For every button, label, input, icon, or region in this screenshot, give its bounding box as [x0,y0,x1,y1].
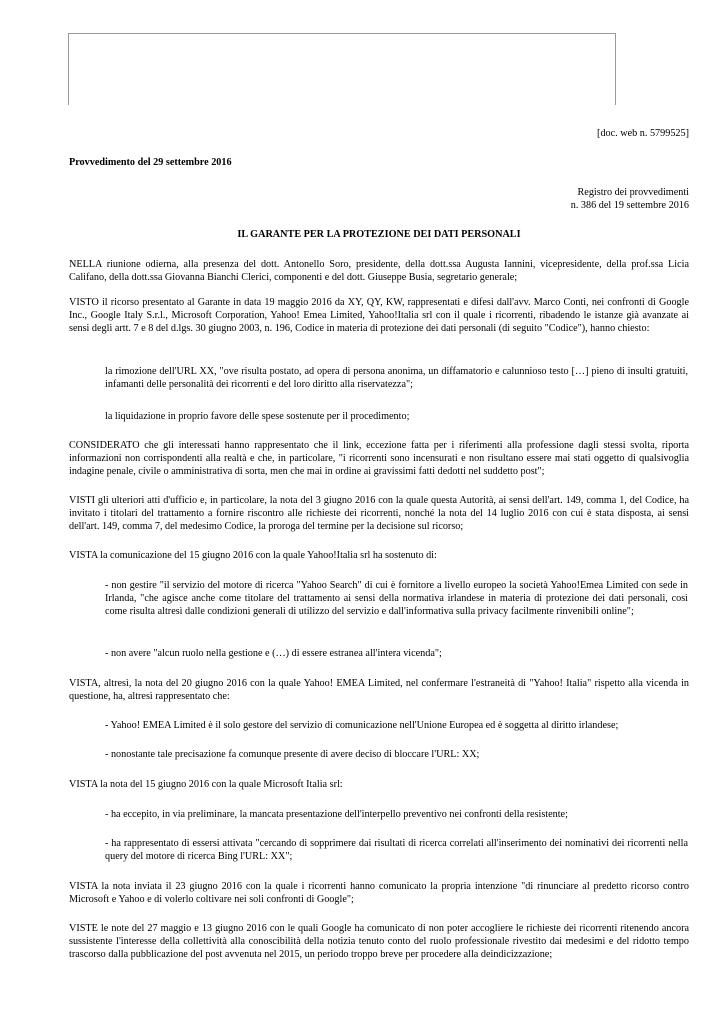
paragraph-vista-yahoo-italia: VISTA la comunicazione del 15 giugno 2016 con la quale Yahoo!Italia srl ha sostenuto di: [69,550,437,561]
authority-heading: IL GARANTE PER LA PROTEZIONE DEI DATI PERSONALI [237,229,521,240]
paragraph-vista-yahoo-emea: VISTA, altresì, la nota del 20 giugno 2016 con la quale Yahoo! EMEA Limited, nel confermare l'estraneità di "Yahoo! Italia" rispetto alla vicenda in questione, ha, altresì rappresentato che: [69,678,689,702]
document-reference: [doc. web n. 5799525] [597,128,689,139]
paragraph-vista-rinuncia: VISTA la nota inviata il 23 giugno 2016 con la quale i ricorrenti hanno comunicato la propria intenzione "di rinunciare al predetto ricorso contro Microsoft e Yahoo e di volerlo coltivare nei soli confronti di Google"; [69,881,689,905]
yahoo-italia-point-1: - non gestire "il servizio del motore di ricerca "Yahoo Search" di cui è fornitore a livello europeo la società Yahoo!Emea Limited con sede in Irlanda, "che agisce anche come titolare del trattamento ai sensi della normativa irlandese in materia di protezione dei dati personali, così come risulta altresì dalle condizioni generali di utilizzo del servizio e dall'informativa sulla privacy facilmente rinvenibili online"; [105,580,688,617]
header-frame [68,33,616,105]
registry-line-1: Registro dei provvedimenti [577,187,689,198]
paragraph-nella: NELLA riunione odierna, alla presenza del dott. Antonello Soro, presidente, della dott.ssa Augusta Iannini, vicepresidente, della prof.ssa Licia Califano, della dott.ssa Giovanna Bianchi Clerici, componenti e del dott. Giuseppe Busia, segretario generale; [69,259,689,283]
paragraph-visti: VISTI gli ulteriori atti d'ufficio e, in particolare, la nota del 3 giugno 2016 con la quale questa Autorità, ai sensi dell'art. 149, comma 1, del Codice, ha invitato i titolari del trattamento a fornire riscontro alle richieste dei ricorrenti, nonché la nota del 14 luglio 2016 con cui è stata disposta, ai sensi dell'art. 149, comma 7, del medesimo Codice, la proroga del termine per la decisione sul ricorso; [69,495,689,532]
paragraph-considerato: CONSIDERATO che gli interessati hanno rappresentato che il link, eccezione fatta per i riferimenti alla professione dagli stessi svolta, riporta informazioni non corrispondenti alla realtà e che, in particolare, "i ricorrenti sono incensurati e non risultano essere mai stati oggetto di qualsivoglia indagine penale, civile o amministrativa di sorta, men che mai in ordine ai gravissimi fatti dedotti nel suddetto post"; [69,440,689,477]
paragraph-vista-microsoft: VISTA la nota del 15 giugno 2016 con la quale Microsoft Italia srl: [69,779,343,790]
yahoo-italia-point-2: - non avere "alcun ruolo nella gestione e (…) di essere estranea all'intera vicenda"; [105,648,442,659]
microsoft-point-1: - ha eccepito, in via preliminare, la mancata presentazione dell'interpello preventivo nei confronti della resistente; [105,809,568,820]
request-item-removal: la rimozione dell'URL XX, "ove risulta postato, ad opera di persona anonima, un diffamatorio e calunnioso testo […] pieno di insulti gratuiti, infamanti delle personalità dei ricorrenti e del loro diritto alla riservatezza"; [105,366,688,390]
microsoft-point-2: - ha rappresentato di essersi attivata "cercando di sopprimere dai risultati di ricerca correlati all'inserimento dei nominativi dei ricorrenti nella query del motore di ricerca Bing l'URL: XX"; [105,838,688,862]
yahoo-emea-point-2: - nonostante tale precisazione fa comunque presente di avere deciso di bloccare l'URL: XX; [105,749,480,760]
document-title: Provvedimento del 29 settembre 2016 [69,157,232,168]
request-item-costs: la liquidazione in proprio favore delle spese sostenute per il procedimento; [105,411,410,422]
paragraph-viste-google: VISTE le note del 27 maggio e 13 giugno 2016 con le quali Google ha comunicato di non poter accogliere le richieste dei ricorrenti ritenendo ancora sussistente l'interesse della collettività alla conoscibilità della notizia tenuto conto del ruolo professionale rivestito dai medesimi e del ridotto tempo trascorso dalla pubblicazione del post avvenuta nel 2015, un periodo troppo breve per procedere alla deindicizzazione; [69,923,689,960]
paragraph-visto: VISTO il ricorso presentato al Garante in data 19 maggio 2016 da XY, QY, KW, rappresentati e difesi dall'avv. Marco Conti, nei confronti di Google Inc., Google Italy S.r.l., Microsoft Corporation, Yahoo! Emea Limited, Yahoo!Italia srl con il quale i ricorrenti, ribadendo le istanze già avanzate ai sensi degli artt. 7 e 8 del d.lgs. 30 giugno 2003, n. 196, Codice in materia di protezione dei dati personali (di seguito "Codice"), hanno chiesto: [69,297,689,334]
registry-line-2: n. 386 del 19 settembre 2016 [570,200,689,211]
yahoo-emea-point-1: - Yahoo! EMEA Limited è il solo gestore del servizio di comunicazione nell'Unione Europea ed è soggetta al diritto irlandese; [105,720,619,731]
